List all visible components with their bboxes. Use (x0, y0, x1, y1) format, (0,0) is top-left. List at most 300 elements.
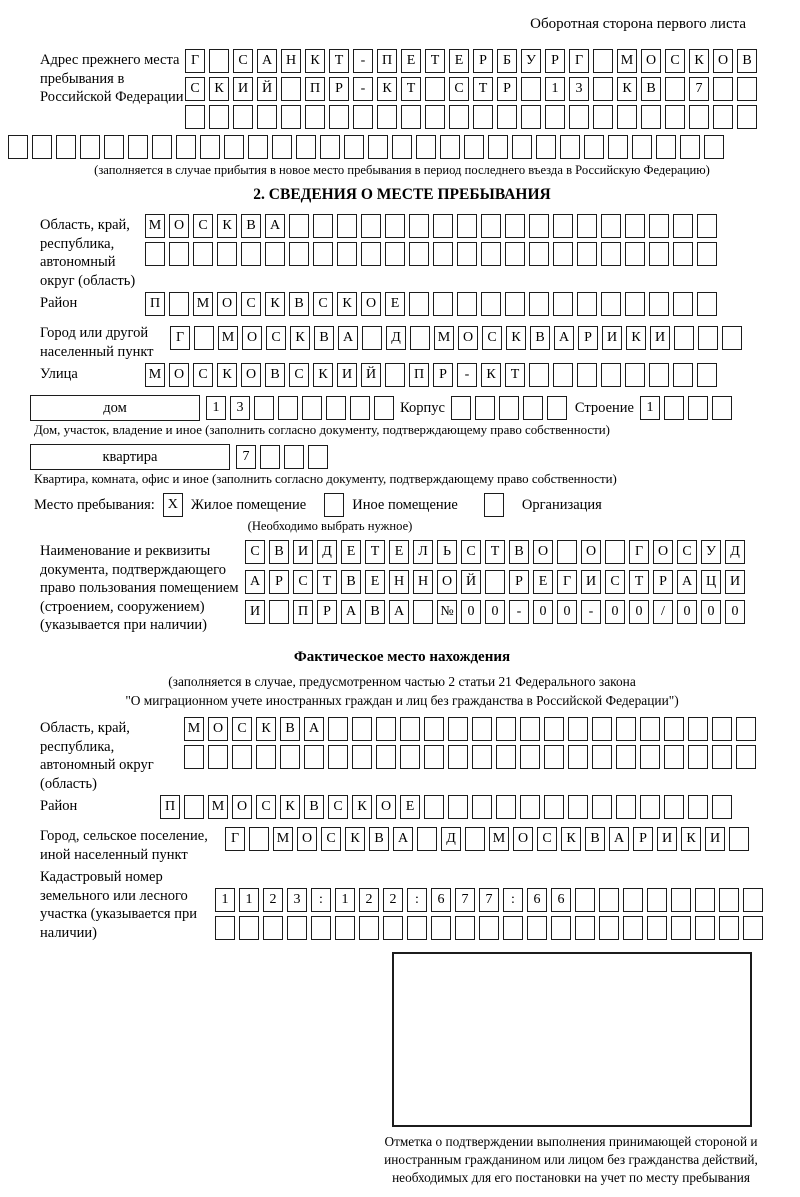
char-box[interactable] (407, 916, 427, 940)
char-box[interactable]: Е (400, 795, 420, 819)
char-box[interactable]: Б (497, 49, 517, 73)
char-box[interactable]: К (377, 77, 397, 101)
char-box[interactable]: Г (569, 49, 589, 73)
char-box[interactable] (80, 135, 100, 159)
char-box[interactable] (344, 135, 364, 159)
char-box[interactable]: И (725, 570, 745, 594)
char-box[interactable] (577, 363, 597, 387)
char-box[interactable]: 0 (557, 600, 577, 624)
char-box[interactable] (673, 214, 693, 238)
char-box[interactable]: А (389, 600, 409, 624)
char-box[interactable] (719, 916, 739, 940)
char-box[interactable]: К (209, 77, 229, 101)
char-box[interactable] (601, 292, 621, 316)
char-box[interactable] (448, 795, 468, 819)
char-box[interactable]: 1 (545, 77, 565, 101)
char-box[interactable] (569, 105, 589, 129)
char-box[interactable] (311, 916, 331, 940)
char-box[interactable]: 0 (605, 600, 625, 624)
char-box[interactable]: С (537, 827, 557, 851)
char-box[interactable]: - (581, 600, 601, 624)
char-box[interactable] (169, 242, 189, 266)
char-box[interactable]: 0 (485, 600, 505, 624)
char-box[interactable]: А (338, 326, 358, 350)
char-box[interactable]: К (352, 795, 372, 819)
char-box[interactable] (233, 105, 253, 129)
char-box[interactable] (584, 135, 604, 159)
char-box[interactable]: В (304, 795, 324, 819)
char-box[interactable] (400, 717, 420, 741)
char-box[interactable] (256, 745, 276, 769)
char-box[interactable]: К (256, 717, 276, 741)
char-box[interactable] (599, 916, 619, 940)
char-box[interactable] (505, 292, 525, 316)
char-box[interactable] (553, 292, 573, 316)
char-box[interactable]: О (713, 49, 733, 73)
char-box[interactable] (673, 292, 693, 316)
char-box[interactable]: Т (473, 77, 493, 101)
char-box[interactable]: Р (578, 326, 598, 350)
char-box[interactable]: Т (485, 540, 505, 564)
char-box[interactable] (536, 135, 556, 159)
char-box[interactable]: С (461, 540, 481, 564)
stamp-box[interactable] (392, 952, 752, 1127)
char-box[interactable]: В (509, 540, 529, 564)
char-box[interactable] (664, 795, 684, 819)
char-box[interactable] (625, 292, 645, 316)
char-box[interactable] (736, 717, 756, 741)
char-box[interactable]: Е (533, 570, 553, 594)
char-box[interactable] (263, 916, 283, 940)
char-box[interactable] (472, 745, 492, 769)
char-box[interactable]: Г (629, 540, 649, 564)
char-box[interactable]: И (705, 827, 725, 851)
char-box[interactable] (448, 745, 468, 769)
char-box[interactable]: 6 (431, 888, 451, 912)
char-box[interactable]: С (605, 570, 625, 594)
char-box[interactable]: Т (401, 77, 421, 101)
char-box[interactable]: А (265, 214, 285, 238)
char-box[interactable]: Р (473, 49, 493, 73)
char-box[interactable] (353, 105, 373, 129)
char-box[interactable] (623, 916, 643, 940)
char-box[interactable]: О (232, 795, 252, 819)
char-box[interactable]: / (653, 600, 673, 624)
char-box[interactable]: В (365, 600, 385, 624)
char-box[interactable] (248, 135, 268, 159)
char-box[interactable]: К (626, 326, 646, 350)
char-box[interactable]: П (293, 600, 313, 624)
char-box[interactable]: О (533, 540, 553, 564)
char-box[interactable] (722, 326, 742, 350)
char-box[interactable]: К (337, 292, 357, 316)
char-box[interactable]: - (353, 49, 373, 73)
char-box[interactable] (713, 105, 733, 129)
char-box[interactable] (697, 292, 717, 316)
other-premises-checkbox[interactable] (324, 493, 344, 517)
char-box[interactable] (527, 916, 547, 940)
char-box[interactable]: О (437, 570, 457, 594)
char-box[interactable]: А (554, 326, 574, 350)
char-box[interactable] (433, 292, 453, 316)
char-box[interactable]: А (245, 570, 265, 594)
char-box[interactable] (281, 77, 301, 101)
char-box[interactable] (697, 363, 717, 387)
char-box[interactable] (304, 745, 324, 769)
char-box[interactable]: С (321, 827, 341, 851)
char-box[interactable] (289, 214, 309, 238)
char-box[interactable]: У (701, 540, 721, 564)
char-box[interactable]: М (184, 717, 204, 741)
char-box[interactable] (352, 717, 372, 741)
char-box[interactable]: К (481, 363, 501, 387)
char-box[interactable] (601, 214, 621, 238)
char-box[interactable]: К (217, 214, 237, 238)
char-box[interactable] (674, 326, 694, 350)
char-box[interactable]: О (297, 827, 317, 851)
char-box[interactable] (688, 396, 708, 420)
char-box[interactable] (503, 916, 523, 940)
char-box[interactable]: 1 (640, 396, 660, 420)
char-box[interactable] (688, 745, 708, 769)
residential-checkbox[interactable]: X (163, 493, 183, 517)
char-box[interactable]: 0 (533, 600, 553, 624)
char-box[interactable] (640, 795, 660, 819)
char-box[interactable] (401, 105, 421, 129)
char-box[interactable] (260, 445, 280, 469)
char-box[interactable] (281, 105, 301, 129)
char-box[interactable]: 1 (239, 888, 259, 912)
char-box[interactable] (376, 717, 396, 741)
char-box[interactable] (193, 242, 213, 266)
char-box[interactable] (479, 916, 499, 940)
char-box[interactable] (496, 745, 516, 769)
char-box[interactable] (616, 795, 636, 819)
char-box[interactable]: И (245, 600, 265, 624)
char-box[interactable]: П (409, 363, 429, 387)
char-box[interactable] (417, 827, 437, 851)
char-box[interactable]: С (482, 326, 502, 350)
char-box[interactable]: Ь (437, 540, 457, 564)
char-box[interactable] (328, 717, 348, 741)
char-box[interactable]: Е (341, 540, 361, 564)
char-box[interactable]: Г (185, 49, 205, 73)
char-box[interactable]: - (353, 77, 373, 101)
char-box[interactable] (475, 396, 495, 420)
char-box[interactable]: Е (389, 540, 409, 564)
char-box[interactable] (577, 214, 597, 238)
char-box[interactable] (326, 396, 346, 420)
char-box[interactable] (8, 135, 28, 159)
char-box[interactable] (704, 135, 724, 159)
char-box[interactable] (647, 916, 667, 940)
char-box[interactable] (649, 214, 669, 238)
char-box[interactable] (712, 717, 732, 741)
char-box[interactable] (296, 135, 316, 159)
char-box[interactable]: К (617, 77, 637, 101)
char-box[interactable] (520, 717, 540, 741)
char-box[interactable] (673, 363, 693, 387)
char-box[interactable] (712, 795, 732, 819)
char-box[interactable]: И (657, 827, 677, 851)
char-box[interactable]: С (245, 540, 265, 564)
char-box[interactable] (56, 135, 76, 159)
char-box[interactable] (385, 214, 405, 238)
char-box[interactable] (547, 396, 567, 420)
char-box[interactable] (505, 214, 525, 238)
char-box[interactable] (409, 214, 429, 238)
char-box[interactable]: Т (505, 363, 525, 387)
char-box[interactable] (529, 363, 549, 387)
char-box[interactable]: К (681, 827, 701, 851)
char-box[interactable] (145, 242, 165, 266)
char-box[interactable] (320, 135, 340, 159)
char-box[interactable] (184, 745, 204, 769)
char-box[interactable]: 1 (215, 888, 235, 912)
char-box[interactable] (523, 396, 543, 420)
char-box[interactable] (455, 916, 475, 940)
char-box[interactable] (529, 292, 549, 316)
char-box[interactable]: : (503, 888, 523, 912)
char-box[interactable] (688, 717, 708, 741)
char-box[interactable] (425, 77, 445, 101)
char-box[interactable]: О (513, 827, 533, 851)
char-box[interactable] (254, 396, 274, 420)
char-box[interactable]: С (328, 795, 348, 819)
char-box[interactable] (665, 77, 685, 101)
char-box[interactable]: Р (329, 77, 349, 101)
char-box[interactable]: М (208, 795, 228, 819)
char-box[interactable] (448, 717, 468, 741)
char-box[interactable] (464, 135, 484, 159)
char-box[interactable]: 3 (287, 888, 307, 912)
char-box[interactable] (671, 916, 691, 940)
char-box[interactable] (593, 77, 613, 101)
char-box[interactable] (176, 135, 196, 159)
char-box[interactable] (713, 77, 733, 101)
char-box[interactable] (695, 888, 715, 912)
char-box[interactable] (481, 242, 501, 266)
char-box[interactable]: М (273, 827, 293, 851)
char-box[interactable] (313, 242, 333, 266)
char-box[interactable] (194, 326, 214, 350)
char-box[interactable] (32, 135, 52, 159)
char-box[interactable] (688, 795, 708, 819)
char-box[interactable] (313, 214, 333, 238)
char-box[interactable] (640, 745, 660, 769)
char-box[interactable] (352, 745, 372, 769)
char-box[interactable]: В (265, 363, 285, 387)
char-box[interactable] (553, 242, 573, 266)
char-box[interactable] (481, 292, 501, 316)
char-box[interactable]: В (369, 827, 389, 851)
char-box[interactable] (647, 888, 667, 912)
char-box[interactable]: В (585, 827, 605, 851)
char-box[interactable] (400, 745, 420, 769)
char-box[interactable]: Р (545, 49, 565, 73)
char-box[interactable]: С (256, 795, 276, 819)
char-box[interactable] (249, 827, 269, 851)
char-box[interactable]: В (289, 292, 309, 316)
char-box[interactable] (545, 105, 565, 129)
char-box[interactable] (302, 396, 322, 420)
char-box[interactable]: С (232, 717, 252, 741)
char-box[interactable]: О (361, 292, 381, 316)
char-box[interactable] (616, 745, 636, 769)
char-box[interactable] (737, 77, 757, 101)
char-box[interactable]: В (280, 717, 300, 741)
char-box[interactable] (337, 214, 357, 238)
char-box[interactable]: Й (461, 570, 481, 594)
char-box[interactable] (361, 214, 381, 238)
char-box[interactable]: О (581, 540, 601, 564)
char-box[interactable] (625, 363, 645, 387)
char-box[interactable] (577, 292, 597, 316)
organization-checkbox[interactable] (484, 493, 504, 517)
char-box[interactable] (383, 916, 403, 940)
char-box[interactable] (425, 105, 445, 129)
char-box[interactable] (577, 242, 597, 266)
char-box[interactable]: Р (317, 600, 337, 624)
char-box[interactable]: 0 (461, 600, 481, 624)
char-box[interactable] (287, 916, 307, 940)
char-box[interactable]: К (313, 363, 333, 387)
char-box[interactable]: М (489, 827, 509, 851)
char-box[interactable]: И (650, 326, 670, 350)
char-box[interactable] (697, 214, 717, 238)
char-box[interactable] (350, 396, 370, 420)
char-box[interactable] (169, 292, 189, 316)
char-box[interactable]: : (311, 888, 331, 912)
char-box[interactable]: С (233, 49, 253, 73)
char-box[interactable] (359, 916, 379, 940)
char-box[interactable] (623, 888, 643, 912)
char-box[interactable]: В (641, 77, 661, 101)
char-box[interactable] (665, 105, 685, 129)
char-box[interactable] (521, 105, 541, 129)
char-box[interactable] (185, 105, 205, 129)
char-box[interactable] (409, 292, 429, 316)
char-box[interactable] (497, 105, 517, 129)
char-box[interactable] (152, 135, 172, 159)
char-box[interactable]: Г (170, 326, 190, 350)
char-box[interactable] (599, 888, 619, 912)
char-box[interactable] (649, 292, 669, 316)
char-box[interactable] (593, 49, 613, 73)
char-box[interactable]: П (145, 292, 165, 316)
char-box[interactable] (592, 717, 612, 741)
char-box[interactable]: Т (365, 540, 385, 564)
char-box[interactable] (625, 242, 645, 266)
char-box[interactable] (488, 135, 508, 159)
char-box[interactable] (575, 888, 595, 912)
char-box[interactable] (481, 214, 501, 238)
char-box[interactable]: М (434, 326, 454, 350)
char-box[interactable] (568, 717, 588, 741)
char-box[interactable] (551, 916, 571, 940)
char-box[interactable]: И (337, 363, 357, 387)
char-box[interactable] (560, 135, 580, 159)
char-box[interactable]: В (341, 570, 361, 594)
apartment-type-box[interactable]: квартира (30, 444, 230, 470)
char-box[interactable]: Р (497, 77, 517, 101)
char-box[interactable] (457, 214, 477, 238)
char-box[interactable]: : (407, 888, 427, 912)
char-box[interactable] (431, 916, 451, 940)
char-box[interactable] (521, 77, 541, 101)
char-box[interactable] (465, 827, 485, 851)
char-box[interactable]: 2 (359, 888, 379, 912)
char-box[interactable] (413, 600, 433, 624)
char-box[interactable] (608, 135, 628, 159)
char-box[interactable] (209, 49, 229, 73)
char-box[interactable]: М (193, 292, 213, 316)
char-box[interactable] (224, 135, 244, 159)
char-box[interactable] (671, 888, 691, 912)
house-type-box[interactable]: дом (30, 395, 200, 421)
char-box[interactable]: С (677, 540, 697, 564)
char-box[interactable]: А (257, 49, 277, 73)
char-box[interactable] (361, 242, 381, 266)
char-box[interactable]: 0 (677, 600, 697, 624)
char-box[interactable]: Й (361, 363, 381, 387)
char-box[interactable]: 7 (236, 445, 256, 469)
char-box[interactable]: Е (385, 292, 405, 316)
char-box[interactable] (424, 795, 444, 819)
char-box[interactable] (593, 105, 613, 129)
char-box[interactable]: Л (413, 540, 433, 564)
char-box[interactable] (592, 745, 612, 769)
char-box[interactable] (385, 242, 405, 266)
char-box[interactable]: Р (509, 570, 529, 594)
char-box[interactable] (289, 242, 309, 266)
char-box[interactable]: И (233, 77, 253, 101)
char-box[interactable] (719, 888, 739, 912)
char-box[interactable] (520, 745, 540, 769)
char-box[interactable] (257, 105, 277, 129)
char-box[interactable] (280, 745, 300, 769)
char-box[interactable] (433, 242, 453, 266)
char-box[interactable] (632, 135, 652, 159)
char-box[interactable] (239, 916, 259, 940)
char-box[interactable] (362, 326, 382, 350)
char-box[interactable]: 0 (701, 600, 721, 624)
char-box[interactable]: С (241, 292, 261, 316)
char-box[interactable]: М (145, 363, 165, 387)
char-box[interactable] (544, 795, 564, 819)
char-box[interactable] (128, 135, 148, 159)
char-box[interactable]: Н (413, 570, 433, 594)
char-box[interactable] (544, 717, 564, 741)
char-box[interactable] (499, 396, 519, 420)
char-box[interactable]: С (665, 49, 685, 73)
char-box[interactable]: Т (425, 49, 445, 73)
char-box[interactable]: С (289, 363, 309, 387)
char-box[interactable] (601, 242, 621, 266)
char-box[interactable]: К (345, 827, 365, 851)
char-box[interactable] (433, 214, 453, 238)
char-box[interactable]: О (653, 540, 673, 564)
char-box[interactable] (241, 242, 261, 266)
char-box[interactable]: К (689, 49, 709, 73)
char-box[interactable] (424, 717, 444, 741)
char-box[interactable] (284, 445, 304, 469)
char-box[interactable] (616, 717, 636, 741)
char-box[interactable]: Е (365, 570, 385, 594)
char-box[interactable] (217, 242, 237, 266)
char-box[interactable] (649, 363, 669, 387)
char-box[interactable]: А (677, 570, 697, 594)
